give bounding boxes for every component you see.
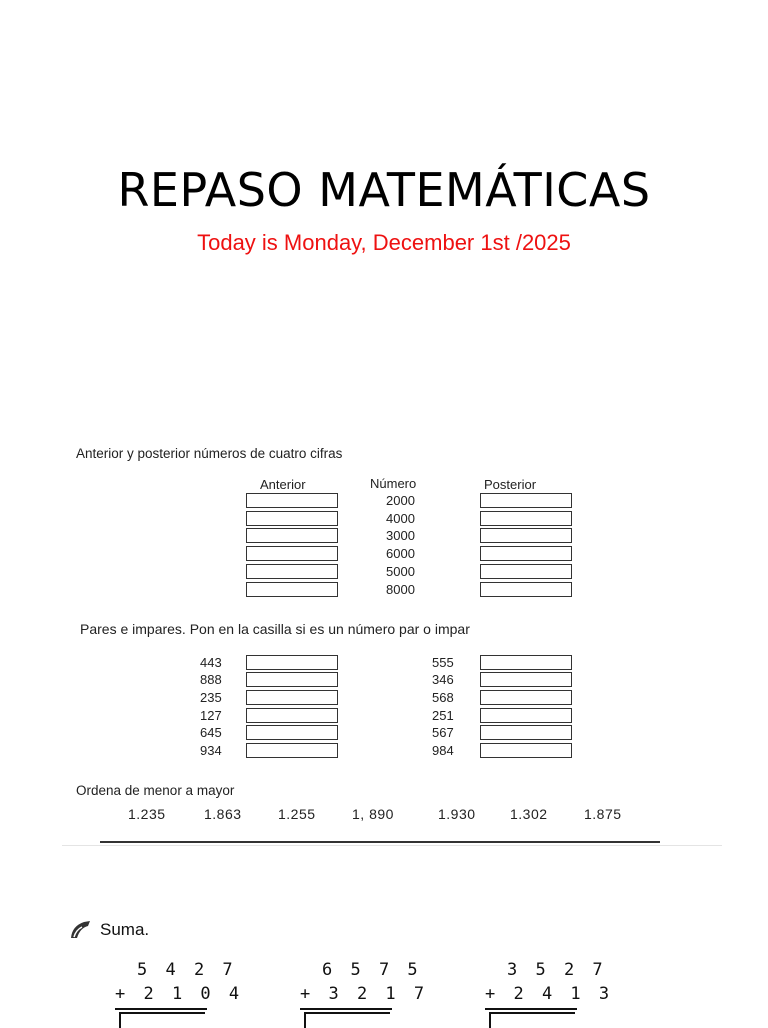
suma-top-number: 6 5 7 5: [322, 960, 422, 980]
par-impar-number-right: 568: [432, 690, 454, 705]
suma-bottom-number: + 2 4 1 3: [485, 984, 614, 1004]
section-anterior-posterior-heading: Anterior y posterior números de cuatro cifras: [76, 446, 343, 461]
par-impar-number-right: 346: [432, 672, 454, 687]
par-impar-number-left: 888: [200, 672, 222, 687]
order-number: 1.255: [278, 806, 316, 822]
suma-answer-box[interactable]: [304, 1012, 390, 1028]
section-ordena-heading: Ordena de menor a mayor: [76, 783, 235, 798]
par-impar-box-left[interactable]: [246, 655, 338, 670]
numero-value: 4000: [386, 511, 415, 526]
column-numero-label: Número: [370, 476, 417, 491]
suma-bottom-number: + 3 2 1 7: [300, 984, 429, 1004]
par-impar-box-left[interactable]: [246, 672, 338, 687]
numero-value: 3000: [386, 528, 415, 543]
anterior-answer-box[interactable]: [246, 511, 338, 526]
anterior-answer-box[interactable]: [246, 582, 338, 597]
order-number: 1, 890: [352, 806, 394, 822]
section-pares-impares-heading: Pares e impares. Pon en la casilla si es un número par o impar: [80, 621, 470, 637]
order-number: 1.863: [204, 806, 242, 822]
suma-answer-box[interactable]: [489, 1012, 575, 1028]
anterior-answer-box[interactable]: [246, 564, 338, 579]
worksheet-rule: [100, 841, 660, 843]
column-posterior-label: Posterior: [484, 477, 537, 492]
par-impar-number-left: 235: [200, 690, 222, 705]
suma-answer-line: [300, 1008, 392, 1010]
par-impar-box-right[interactable]: [480, 655, 572, 670]
suma-top-number: 3 5 2 7: [507, 960, 607, 980]
column-anterior-label: Anterior: [260, 477, 306, 492]
par-impar-box-left[interactable]: [246, 708, 338, 723]
posterior-answer-box[interactable]: [480, 564, 572, 579]
slide-subtitle: Today is Monday, December 1st /2025: [197, 230, 571, 255]
posterior-answer-box[interactable]: [480, 493, 572, 508]
posterior-answer-box[interactable]: [480, 528, 572, 543]
posterior-answer-box[interactable]: [480, 546, 572, 561]
order-number: 1.930: [438, 806, 476, 822]
numero-value: 6000: [386, 546, 415, 561]
par-impar-number-left: 127: [200, 708, 222, 723]
suma-answer-box[interactable]: [119, 1012, 205, 1028]
par-impar-number-right: 251: [432, 708, 454, 723]
worksheet-edge: [62, 845, 722, 846]
par-impar-box-left[interactable]: [246, 690, 338, 705]
posterior-answer-box[interactable]: [480, 511, 572, 526]
par-impar-number-left: 443: [200, 655, 222, 670]
order-number: 1.235: [128, 806, 166, 822]
par-impar-box-left[interactable]: [246, 725, 338, 740]
numero-value: 8000: [386, 582, 415, 597]
par-impar-box-right[interactable]: [480, 672, 572, 687]
suma-answer-line: [115, 1008, 207, 1010]
order-number: 1.302: [510, 806, 548, 822]
par-impar-box-left[interactable]: [246, 743, 338, 758]
par-impar-number-right: 567: [432, 725, 454, 740]
suma-label: Suma.: [100, 920, 150, 939]
par-impar-number-right: 555: [432, 655, 454, 670]
anterior-answer-box[interactable]: [246, 528, 338, 543]
suma-bottom-number: + 2 1 0 4: [115, 984, 244, 1004]
par-impar-box-right[interactable]: [480, 743, 572, 758]
par-impar-number-left: 934: [200, 743, 222, 758]
par-impar-box-right[interactable]: [480, 708, 572, 723]
slide-title: REPASO MATEMÁTICAS: [117, 163, 651, 217]
anterior-answer-box[interactable]: [246, 546, 338, 561]
par-impar-box-right[interactable]: [480, 690, 572, 705]
posterior-answer-box[interactable]: [480, 582, 572, 597]
suma-answer-line: [485, 1008, 577, 1010]
par-impar-number-right: 984: [432, 743, 454, 758]
par-impar-number-left: 645: [200, 725, 222, 740]
order-number: 1.875: [584, 806, 622, 822]
pencil-icon: [68, 918, 94, 940]
numero-value: 5000: [386, 564, 415, 579]
par-impar-box-right[interactable]: [480, 725, 572, 740]
numero-value: 2000: [386, 493, 415, 508]
suma-top-number: 5 4 2 7: [137, 960, 237, 980]
anterior-answer-box[interactable]: [246, 493, 338, 508]
